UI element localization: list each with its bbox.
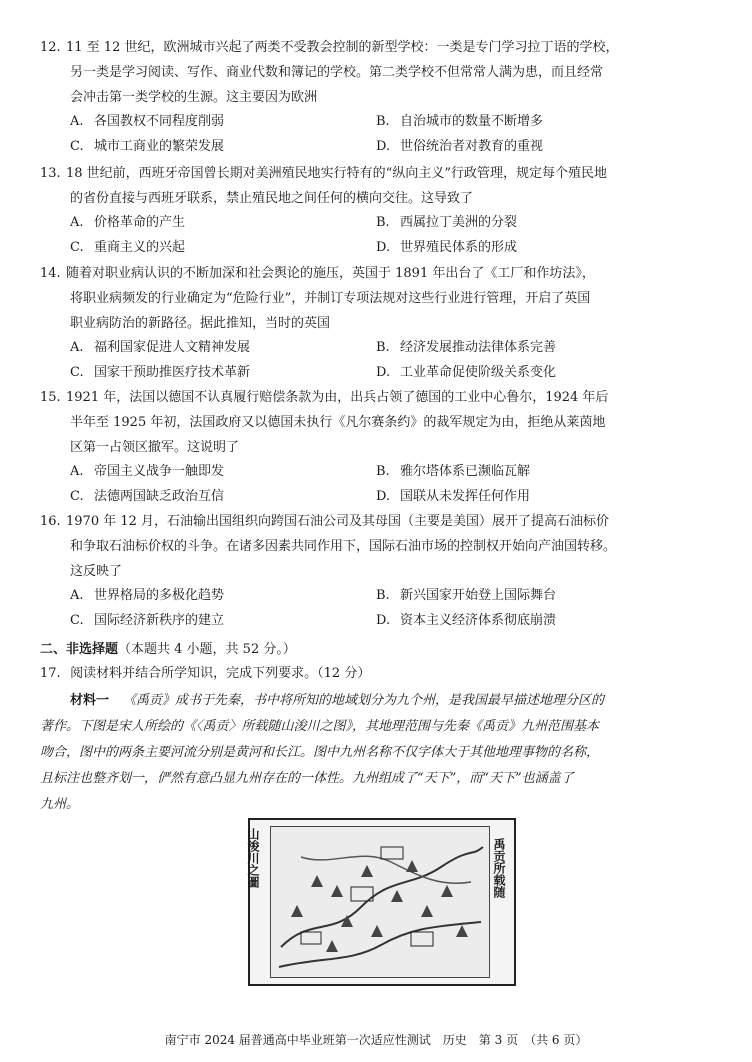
question-stem-line: 另一类是学习阅读、写作、商业代数和簿记的学校。第二类学校不但常常人满为患，而且经常 xyxy=(70,65,604,80)
question-17 xyxy=(40,664,370,684)
question-stem-line: 区第一占领区撤军。这说明了 xyxy=(70,440,240,455)
map-title-right: 禹贡所载随 xyxy=(492,838,506,898)
question-number: 12. xyxy=(40,40,61,55)
options-group xyxy=(40,112,704,162)
option-b: B. 雅尔塔体系已濒临瓦解 xyxy=(376,464,531,479)
options-group xyxy=(40,338,704,388)
option-c: C. 国际经济新秩序的建立 xyxy=(70,613,225,628)
question-number: 13. xyxy=(40,166,61,181)
map-drawing xyxy=(270,826,490,978)
option-d: D. 世界殖民体系的形成 xyxy=(376,240,518,255)
option-d: D. 资本主义经济体系彻底崩溃 xyxy=(376,613,557,628)
options-group xyxy=(40,586,704,636)
option-a: A. 世界格局的多极化趋势 xyxy=(70,588,225,603)
material-line: 九州。 xyxy=(40,797,80,812)
options-group xyxy=(40,462,704,512)
material-line: 且标注也整齐划一，俨然有意凸显九州存在的一体性。九州组成了“天下”，而“天下”也涵盖了 xyxy=(40,771,574,786)
question-instruction: 阅读材料并结合所学知识，完成下列要求。（12 分） xyxy=(70,666,371,681)
section-title: 二、非选择题 xyxy=(40,642,119,657)
question-stem-line: 这反映了 xyxy=(70,564,123,579)
question-number: 16. xyxy=(40,514,61,529)
option-d: D. 国联从未发挥任何作用 xyxy=(376,489,531,504)
option-b: B. 西属拉丁美洲的分裂 xyxy=(376,215,518,230)
question-stem-line: 1921 年，法国以德国不认真履行赔偿条款为由，出兵占领了德国的工业中心鲁尔，1924 年后 xyxy=(66,390,609,405)
option-b: B. 经济发展推动法律体系完善 xyxy=(376,340,557,355)
question-16 xyxy=(40,512,704,636)
question-14 xyxy=(40,264,704,388)
question-stem-line: 1970 年 12 月，石油输出国组织向跨国石油公司及其母国（主要是美国）展开了提高石油标价 xyxy=(66,514,610,529)
question-number: 17. xyxy=(40,666,61,681)
option-b: B. 新兴国家开始登上国际舞台 xyxy=(376,588,557,603)
question-stem-line: 和争取石油标价权的斗争。在诸多因素共同作用下，国际石油市场的控制权开始向产油国转移。 xyxy=(70,539,617,554)
option-a: A. 帝国主义战争一触即发 xyxy=(70,464,225,479)
question-stem-line: 会冲击第一类学校的生源。这主要因为欧洲 xyxy=(70,90,318,105)
question-15 xyxy=(40,388,704,512)
material-one xyxy=(40,688,710,818)
map-title-left: 山浚川之圖 xyxy=(246,828,260,888)
material-label: 材料一 xyxy=(70,693,110,708)
question-13 xyxy=(40,164,704,263)
question-stem-line: 半年至 1925 年初，法国政府又以德国未执行《凡尔赛条约》的裁军规定为由，拒绝从莱茵地 xyxy=(70,415,606,430)
question-stem-line: 将职业病频发的行业确定为“危险行业”，并制订专项法规对这些行业进行管理，开启了英国 xyxy=(70,291,591,306)
material-line: 著作。下图是宋人所绘的《〈禹贡〉所载随山浚川之图》，其地理范围与先秦《禹贡》九州范围基本 xyxy=(40,719,600,734)
option-d: D. 世俗统治者对教育的重视 xyxy=(376,139,544,154)
question-12 xyxy=(40,38,704,162)
option-c: C. 重商主义的兴起 xyxy=(70,240,186,255)
question-number: 15. xyxy=(40,390,61,405)
material-line: 吻合，图中的两条主要河流分别是黄河和长江。图中九州名称不仅字体大于其他地理事物的名称， xyxy=(40,745,600,760)
question-stem-line: 随着对职业病认识的不断加深和社会舆论的施压，英国于 1891 年出台了《工厂和作坊法》， xyxy=(66,266,595,281)
options-group xyxy=(40,213,704,263)
section-note: （本题共 4 小题，共 52 分。） xyxy=(118,642,296,657)
page-footer: 南宁市 2024 届普通高中毕业班第一次适应性测试 历史 第 3 页 （共 6 页） xyxy=(164,1033,588,1047)
material-line: 《禹贡》成书于先秦，书中将所知的地域划分为九个州，是我国最早描述地理分区的 xyxy=(123,693,605,708)
option-c: C. 城市工商业的繁荣发展 xyxy=(70,139,225,154)
historical-map-image xyxy=(248,818,516,986)
question-stem-line: 11 至 12 世纪，欧洲城市兴起了两类不受教会控制的新型学校：一类是专门学习拉丁语的学校， xyxy=(66,40,619,55)
map-illustration xyxy=(271,827,489,977)
section-heading xyxy=(40,640,296,660)
question-number: 14. xyxy=(40,266,61,281)
question-stem-line: 的省份直接与西班牙联系，禁止殖民地之间任何的横向交往。这导致了 xyxy=(70,191,474,206)
question-stem-line: 18 世纪前，西班牙帝国曾长期对美洲殖民地实行特有的“纵向主义”行政管理，规定每个殖民地 xyxy=(66,166,607,181)
question-stem-line: 职业病防治的新路径。据此推知，当时的英国 xyxy=(70,316,331,331)
option-a: A. 福利国家促进人文精神发展 xyxy=(70,340,251,355)
option-a: A. 各国教权不同程度削弱 xyxy=(70,114,225,129)
option-c: C. 国家干预助推医疗技术革新 xyxy=(70,365,251,380)
option-a: A. 价格革命的产生 xyxy=(70,215,186,230)
option-d: D. 工业革命促使阶级关系变化 xyxy=(376,365,557,380)
option-c: C. 法德两国缺乏政治互信 xyxy=(70,489,225,504)
option-b: B. 自治城市的数量不断增多 xyxy=(376,114,544,129)
